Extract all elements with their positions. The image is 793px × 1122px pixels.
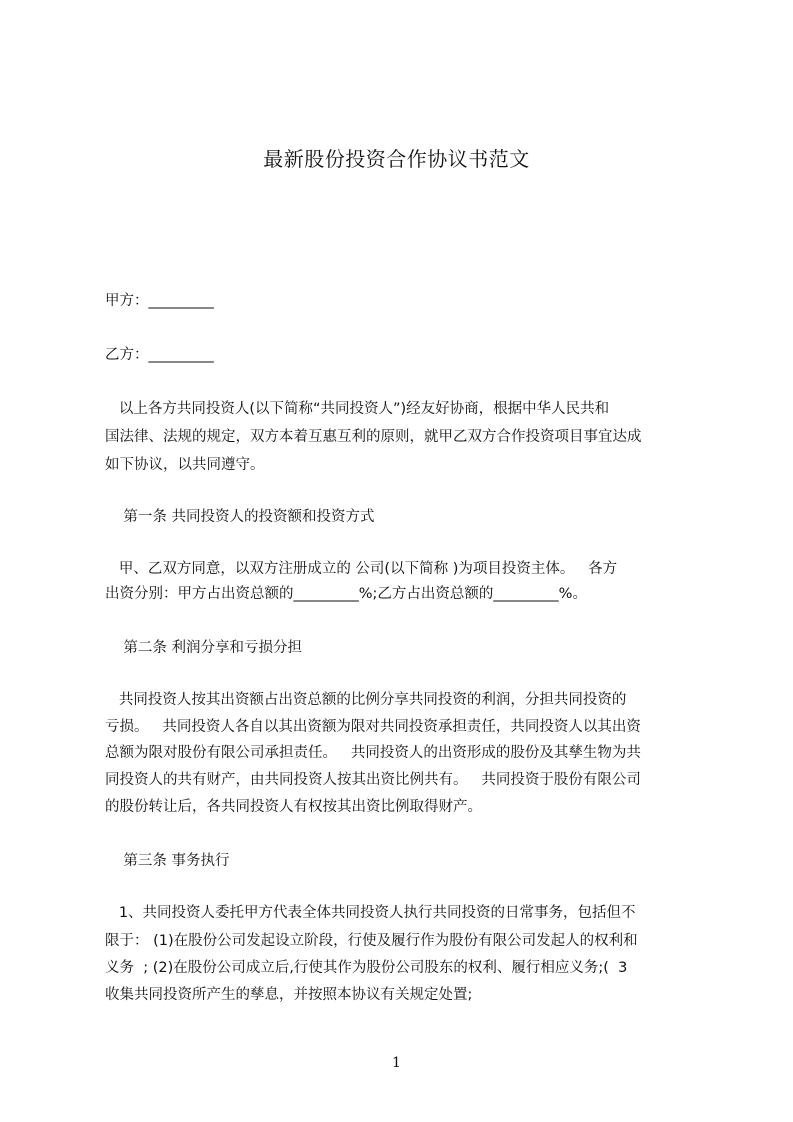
article-1-line-2: 出资分别：甲方占出资总额的_________%;乙方占出资总额的_________%。 bbox=[105, 586, 587, 602]
article-1-line-1: 甲、乙双方同意，以双方注册成立的 公司(以下简称 )为项目投资主体。 各方 bbox=[105, 561, 618, 577]
intro-line-3: 如下协议，以共同遵守。 bbox=[105, 457, 265, 473]
article-3-line-2: 限于： (1)在股份公司发起设立阶段，行使及履行作为股份有限公司发起人的权利和 bbox=[105, 933, 638, 949]
article-2-line-3: 总额为限对股份有限公司承担责任。 共同投资人的出资形成的股份及其孳生物为共 bbox=[105, 745, 641, 761]
intro-line-2: 国法律、法规的规定，双方本着互惠互利的原则，就甲乙双方合作投资项目事宜达成 bbox=[105, 429, 642, 445]
page-number: 1 bbox=[392, 1055, 401, 1071]
intro-line-1: 以上各方共同投资人(以下简称“共同投资人”)经友好协商，根据中华人民共和 bbox=[105, 401, 610, 417]
article-2-line-5: 的股份转让后，各共同投资人有权按其出资比例取得财产。 bbox=[105, 799, 482, 815]
article-2-line-2: 亏损。 共同投资人各自以其出资额为限对共同投资承担责任，共同投资人以其出资 bbox=[105, 719, 641, 735]
article-2-heading: 第二条 利润分享和亏损分担 bbox=[105, 640, 303, 656]
article-3-heading: 第三条 事务执行 bbox=[105, 853, 230, 869]
article-3-line-3: 义务 ; (2)在股份公司成立后,行使其作为股份公司股东的权利、履行相应义务;( 3 bbox=[105, 960, 628, 976]
party-a-line: 甲方：_________ bbox=[105, 293, 214, 309]
party-b-line: 乙方：_________ bbox=[105, 347, 214, 363]
article-1-heading: 第一条 共同投资人的投资额和投资方式 bbox=[105, 509, 375, 525]
article-2-line-1: 共同投资人按其出资额占出资总额的比例分享共同投资的利润，分担共同投资的 bbox=[105, 692, 627, 708]
article-3-line-1: 1、共同投资人委托甲方代表全体共同投资人执行共同投资的日常事务，包括但不 bbox=[105, 905, 636, 921]
article-3-line-4: 收集共同投资所产生的孳息，并按照本协议有关规定处置; bbox=[105, 987, 473, 1003]
document-title: 最新股份投资合作协议书范文 bbox=[263, 147, 530, 171]
article-2-line-4: 同投资人的共有财产，由共同投资人按其出资比例共有。 共同投资于股份有限公司 bbox=[105, 772, 641, 788]
